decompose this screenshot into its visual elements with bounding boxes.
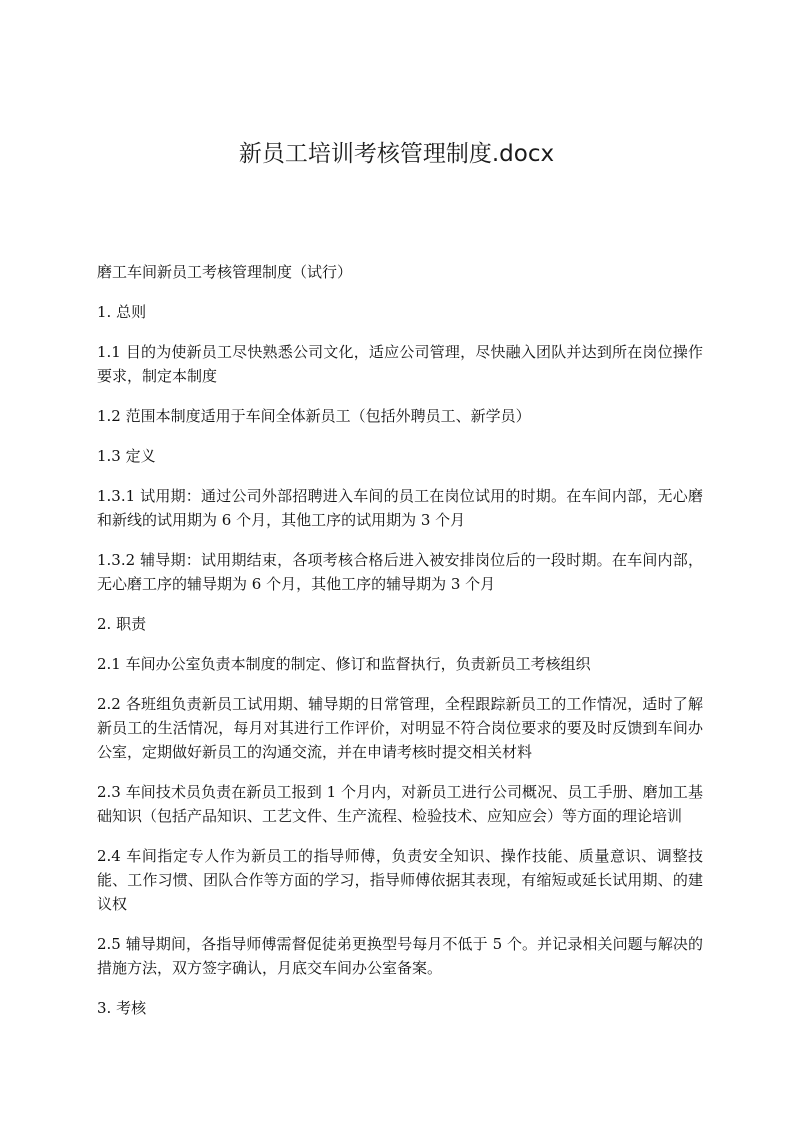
section-heading-1-3: 1.3 定义 [97,447,156,465]
section-heading-2: 2. 职责 [97,615,147,633]
paragraph-2-2: 2.2 各班组负责新员工试用期、辅导期的日常管理，全程跟踪新员工的工作情况，适时了解新员工的生活情况，每月对其进行工作评价，对明显不符合岗位要求的要及时反馈到车间办公室，定期做好新员工的沟通交流，并在申请考核时提交相关材料 [97,695,703,761]
paragraph-2-3: 2.3 车间技术员负责在新员工报到 1 个月内，对新员工进行公司概况、员工手册、磨加工基础知识（包括产品知识、工艺文件、生产流程、检验技术、应知应会）等方面的理论培训 [97,783,703,825]
paragraph-2-5: 2.5 辅导期间，各指导师傅需督促徒弟更换型号每月不低于 5 个。并记录相关问题与解决的措施方法，双方签字确认，月底交车间办公室备案。 [97,935,703,977]
document-title: 新员工培训考核管理制度.docx [238,141,555,167]
paragraph-1-1: 1.1 目的为使新员工尽快熟悉公司文化，适应公司管理，尽快融入团队并达到所在岗位操作要求，制定本制度 [97,343,703,385]
section-heading-1: 1. 总则 [97,303,147,321]
paragraph-subtitle: 磨工车间新员工考核管理制度（试行） [97,263,353,281]
paragraph-1-2: 1.2 范围本制度适用于车间全体新员工（包括外聘员工、新学员） [97,407,531,425]
paragraph-1-3-1: 1.3.1 试用期：通过公司外部招聘进入车间的员工在岗位试用的时期。在车间内部，无心磨和新线的试用期为 6 个月，其他工序的试用期为 3 个月 [97,487,703,529]
paragraph-2-4: 2.4 车间指定专人作为新员工的指导师傅，负责安全知识、操作技能、质量意识、调整技能、工作习惯、团队合作等方面的学习，指导师傅依据其表现，有缩短或延长试用期、的建议权 [97,847,703,913]
paragraph-1-3-2: 1.3.2 辅导期：试用期结束，各项考核合格后进入被安排岗位后的一段时期。在车间内部，无心磨工序的辅导期为 6 个月，其他工序的辅导期为 3 个月 [97,551,703,593]
section-heading-3: 3. 考核 [97,999,147,1017]
paragraph-2-1: 2.1 车间办公室负责本制度的制定、修订和监督执行，负责新员工考核组织 [97,655,591,673]
document-body [97,260,703,1036]
